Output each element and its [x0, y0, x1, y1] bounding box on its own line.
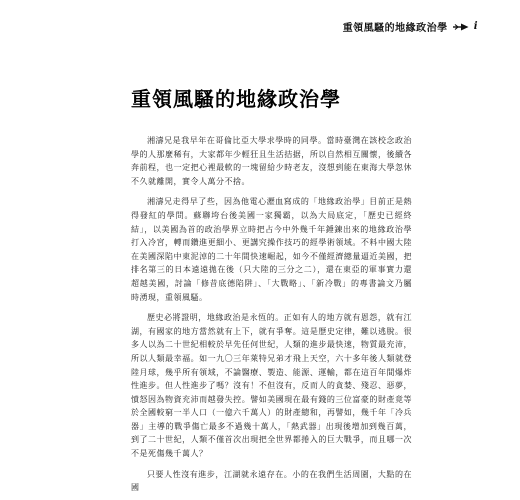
paragraph: 歷史必將證明，地緣政治是永恆的。正如有人的地方就有恩怨，就有江湖，有國家的地方當然就有上下，就有爭奪。這是歷史定律，難以逃脫。很多人以為二十世紀相較於早先任何世紀，人類的進步最快速，物質最充沛，所以人類最幸福。如一九〇三年萊特兄弟才飛上天空，六十多年後人類就登陸月球，幾乎所有領域，不論醫療、製造、能源、運輸，都在這百年間爆炸性進步。但人性進步了嗎？沒有！不但沒有，反而人的貪婪、殘忍、惡夢，憤怒因為物資充沛而越發失控。譬如美國現在最有錢的三位富豪的財產竟等於全國較窮一半人口（一億六千萬人）的財產總和，再譬如，幾千年「冷兵器」主導的戰爭傷亡最多不過幾十萬人，「熱武器」出現後增加到幾百萬，到了二十世紀，人類不僅首次出現把全世界都捲入的巨大戰爭，而且哪一次不是死傷幾千萬人？: [131, 313, 412, 459]
paragraph: 湘濤兄走得早了些，因為他電心瀝血寫成的「地緣政治學」目前正是熱得發紅的學問。蘇聯垮台後美國一家獨霸，以為大局底定，「歷史已經終結」，以美國為首的政治學界立時把占今中外幾千年錘錬出來的地緣政治學打入冷宮，轉而鑽進更細小、更講究操作技巧的經學術領域。不料中國大陸在美國深陷中東泥淖的二十年間快速崛起，如今不僅經濟總量逼近美國，把排名第三的日本遠遠拋在後（只大陸的三分之二），還在東亞的軍事實力還超越美國，討論「修昔底德陷阱」、「大戰略」、「新冷戰」的專書論文乃屬時湧現，重領風騷。: [131, 197, 412, 302]
chapter-title: 重領風騷的地緣政治學: [131, 87, 341, 111]
running-head: [343, 19, 478, 34]
body-text: [131, 134, 412, 500]
arrow-ornament-icon: [453, 23, 469, 31]
paragraph: 只要人性沒有進步，江湖就永遠存在。小的在我們生活周圍，大點的在國: [131, 469, 412, 493]
running-head-title: 重領風騷的地緣政治學: [342, 23, 448, 34]
paragraph: 湘濤兄是我早年在哥倫比亞大學求學時的同學。當時臺灣在該校念政治學的人那麼稀有，大家都年少輕狂且生活拮据，所以自然相互關懷，後續各奔前程，也一定把心裡最軟的一塊留給少時老友，沒想到能在東海大學忽休不久就離開，實令人萬分不捨。: [131, 136, 412, 186]
page-number: i: [473, 21, 478, 32]
